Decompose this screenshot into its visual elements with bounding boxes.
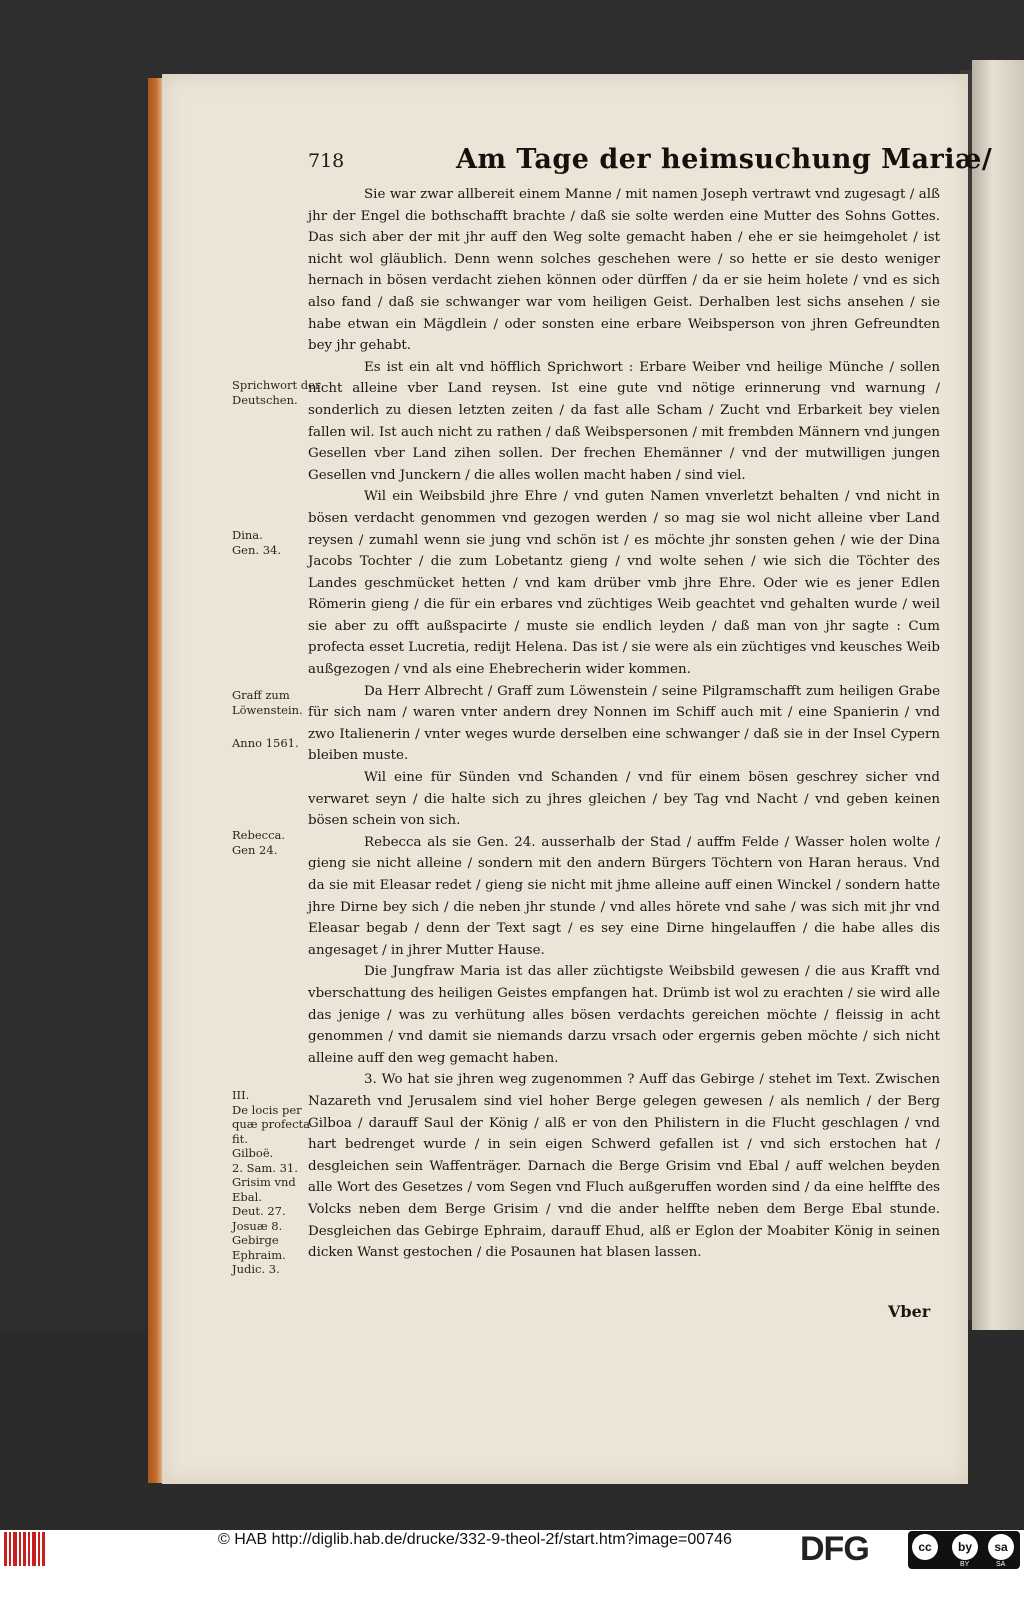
- margin-note-dina: Dina. Gen. 34.: [232, 528, 281, 557]
- paragraph: Wil ein Weibsbild jhre Ehre / vnd guten Namen vnverletzt behalten / vnd nicht in bösen verdacht genommen vnd gezogen werden / so mag sie wol nicht alleine vber Land reysen / zumahl wenn sie jung vnd schön ist / es möchte jhr sonsten gehen / wie der Dina Jacobs Tochter / die zum Lobetantz gieng / vnd wolte sehen / wie sich die Töchter des Landes geschmücket hetten / vnd kam drüber vmb jhre Ehre. Oder wie es jener Edlen Römerin gieng / die für ein erbares vnd züchtiges Weib geachtet vnd gehalten wurde / weil sie aber zu offt außspacirte / muste sie endlich leyden / daß man von jhr sagte : Cum profecta esset Lucretia, redijt Helena. Das ist / sie were als ein züchtiges vnd keusches Weib außgezogen / vnd als eine Ehebrecherin wider kommen.: [308, 489, 940, 678]
- paragraph: 3. Wo hat sie jhren weg zugenommen ? Auff das Gebirge / stehet im Text. Zwischen Nazareth vnd Jerusalem sind viel hoher Berge gelegen gewesen / als nemlich / der Berg Gilboa / darauff Saul der König / alß er von den Philistern in die Flucht geschlagen / vnd hart bedrenget wurde / in sein eigen Schwerd gefallen ist / vnd sich erstochen hat / desgleichen sein Waffenträger. Darnach die Berge Grisim vnd Ebal / auff welchen beyden alle Wort des Gesetzes / vom Segen vnd Fluch außgeruffen worden sind / da eine helffte des Volcks neben dem Berge Grisim / vnd die ander helffte neben dem Berge Ebal stunde. Desgleichen das Gebirge Ephraim, darauff Ehud, alß er Eglon der Moabiter König in seinen dicken Wanst gestochen / die Posaunen hat blasen lassen.: [308, 1072, 940, 1261]
- next-page-edge: [972, 60, 1024, 1330]
- by-label: BY: [960, 1561, 970, 1568]
- paragraph: Da Herr Albrecht / Graff zum Löwenstein / seine Pilgramschafft zum heiligen Grabe für sich nam / waren vnter andern drey Nonnen im Schiff auch mit / eine Spanierin / vnd zwo Italienerin / vnter weges wurde derselben eine schwanger / daß sie in der Insel Cypern bleiben muste.: [308, 683, 940, 764]
- body-text: [308, 184, 940, 1264]
- margin-note-graff: Graff zum Löwenstein.: [232, 688, 303, 717]
- source-credit-link[interactable]: © HAB http://diglib.hab.de/drucke/332-9-theol-2f/start.htm?image=00746: [218, 1531, 732, 1548]
- margin-note-loci: III. De locis per quæ profecta fit. Gilboë. 2. Sam. 31. Grisim vnd Ebal. Deut. 27. Josuæ 8. Gebirge Ephraim. Judic. 3.: [232, 1088, 310, 1276]
- paragraph: Es ist ein alt vnd höfflich Sprichwort : Erbare Weiber vnd heilige Münche / sollen nicht alleine vber Land reysen. Ist eine gute vnd nötige erinnerung vnd warnung / sonderlich zu diesen letzten zeiten / da fast alle Scham / Zucht vnd Erbarkeit bey vielen fallen wil. Ist auch nicht zu rathen / daß Weibspersonen / mit frembden Männern vnd jungen Gesellen vber Land zihen sollen. Der frechen Ehemänner / vnd der mutwilligen jungen Gesellen vnd Junckern / die alles wollen macht haben / sind viel.: [308, 359, 940, 483]
- paragraph: Die Jungfraw Maria ist das aller züchtigste Weibsbild gewesen / die aus Krafft vnd vberschattung des heiligen Geistes empfangen hat. Drümb ist wol zu erachten / sie wird alle das jenige / was zu verhütung alles bösen verdachts gereichen möchte / fleissig in acht genommen / vnd damit sie niemands darzu vrsach oder ergernis geben möchte / sich nicht alleine auff den weg gemacht haben.: [308, 964, 940, 1066]
- running-title: Am Tage der heimsuchung Mariæ/: [456, 144, 993, 175]
- dfg-logo: DFG: [800, 1530, 869, 1568]
- margin-note-sprichwort: Sprichwort der Deutschen.: [232, 378, 321, 407]
- sa-icon: sa: [988, 1534, 1014, 1560]
- page-number: 718: [308, 150, 345, 172]
- barcode-icon: [4, 1532, 46, 1566]
- catchword: Vber: [888, 1302, 931, 1321]
- margin-note-anno: Anno 1561.: [232, 736, 299, 750]
- paragraph: Rebecca als sie Gen. 24. ausserhalb der Stad / auffm Felde / Wasser holen wolte / gieng sie nicht alleine / sondern mit den andern Bürgers Töchtern von Haran heraus. Vnd da sie mit Eleasar redet / gieng sie nicht mit jhme alleine auff einen Winckel / sondern hatte jhre Dirne bey sich / die neben jhr stunde / vnd alles hörete vnd sahe / was sich mit jhr vnd Eleasar begab / denn der Text sagt / es sey eine Dirne hingelauffen / die habe alles dis angesaget / in jhrer Mutter Hause.: [308, 834, 940, 958]
- paragraph: Sie war zwar allbereit einem Manne / mit namen Joseph vertrawt vnd zugesagt / alß jhr der Engel die bothschafft brachte / daß sie solte werden eine Mutter des Sohns Gottes. Das sich aber der mit jhr auff den Weg solte gemacht haben / ehe er sie heimgeholet / ist nicht wol gläublich. Denn wenn solches geschehen were / so hette er sie desto weniger hernach in bösen verdacht ziehen können oder dürffen / da er sie heim holete / vnd es sich also fand / daß sie schwanger war vom heiligen Geist. Derhalben lest sichs ansehen / sie habe etwan ein Mägdlein / oder sonsten eine erbare Weibsperson von jhren Gefreundten bey jhr gehabt.: [308, 187, 940, 354]
- sa-label: SA: [996, 1561, 1006, 1568]
- margin-note-rebecca: Rebecca. Gen 24.: [232, 828, 286, 857]
- cc-icon: cc: [912, 1534, 938, 1560]
- page-header: [308, 144, 993, 182]
- cc-license-badge[interactable]: [908, 1531, 1020, 1569]
- paragraph: Wil eine für Sünden vnd Schanden / vnd für einem bösen geschrey sicher vnd verwaret seyn / die halte sich zu jhres gleichen / bey Tag vnd Nacht / vnd geben keinen bösen schein von sich.: [308, 770, 940, 829]
- by-icon: by: [952, 1534, 978, 1560]
